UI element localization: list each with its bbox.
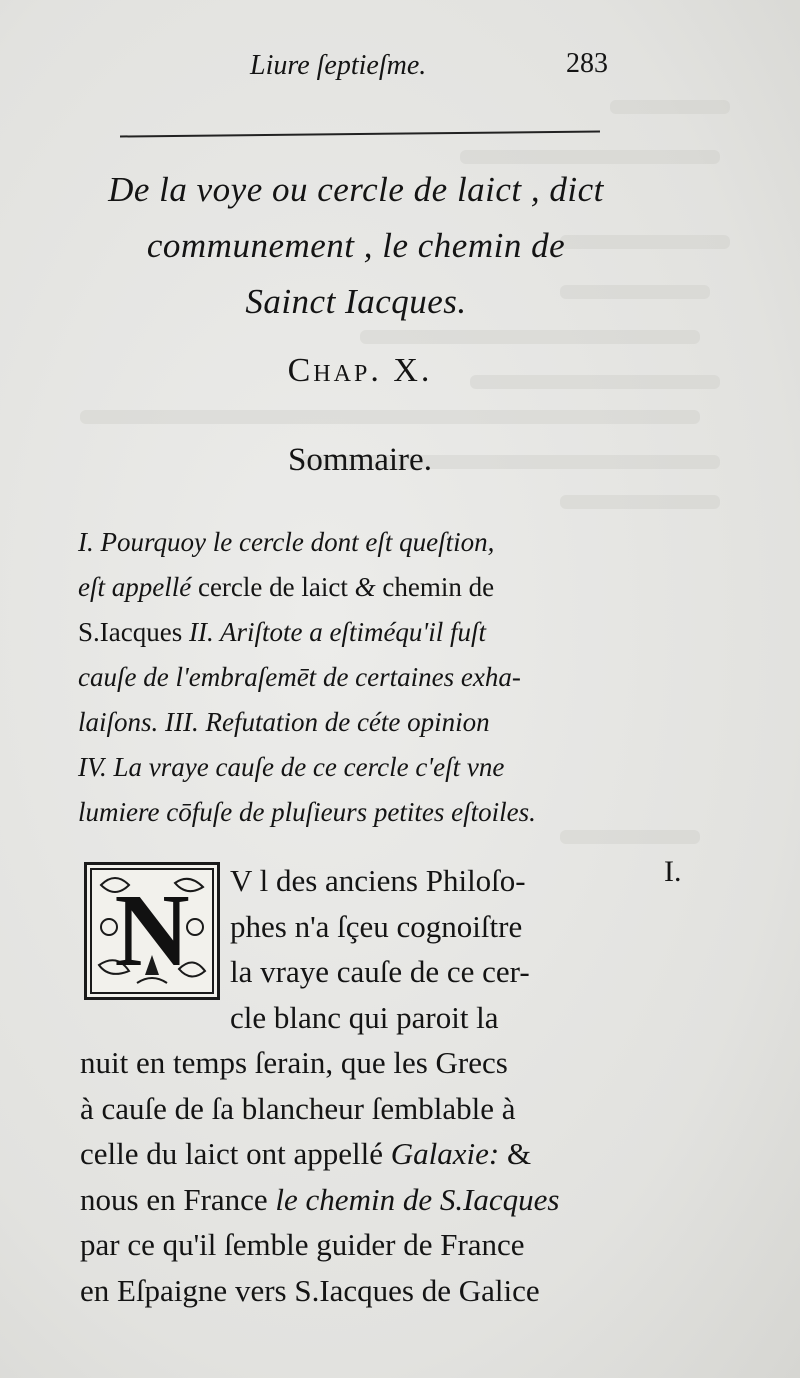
summary-line	[78, 610, 633, 655]
body-line: par ce qu'il ſemble guider de France	[80, 1227, 525, 1262]
body-fragment: nous en France	[80, 1181, 276, 1217]
running-head: Liure ſeptieſme.	[250, 50, 427, 81]
body-line: cle blanc qui paroit la	[230, 999, 499, 1035]
summary-fragment: chemin de	[382, 572, 495, 602]
summary-block	[78, 520, 633, 835]
drop-cap-letter: N	[114, 873, 190, 988]
body-line: en Eſpaigne vers S.Iacques de Galice	[80, 1272, 540, 1308]
body-fragment: &	[499, 1136, 532, 1171]
summary-line	[78, 565, 633, 610]
summary-line: IV. La vraye cauſe de ce cercle c'eſt vne	[78, 752, 505, 782]
body-line: la vraye cauſe de ce cer-	[230, 954, 530, 989]
body-fragment: le chemin de S.Iacques	[275, 1181, 560, 1217]
title-line: communement , le chemin de	[146, 226, 566, 265]
title-line: De la voye ou cercle de laict , dict	[108, 170, 604, 209]
body-line	[80, 1131, 630, 1177]
body-paragraph	[80, 858, 630, 1313]
body-line: phes n'a ſçeu cognoiſtre	[230, 908, 523, 944]
summary-line: I. Pourquoy le cercle dont eſt queſtion,	[78, 527, 495, 557]
summary-fragment: S.Iacques	[78, 617, 189, 647]
page-number: 283	[566, 48, 608, 79]
body-line: nuit en temps ſerain, que les Grecs	[80, 1045, 508, 1080]
summary-line: cauſe de l'embraſemēt de certaines exha-	[78, 662, 521, 692]
summary-fragment: cercle de laict	[191, 572, 348, 602]
body-fragment: celle du laict ont appellé	[80, 1136, 391, 1171]
body-line	[80, 1177, 630, 1223]
summary-fragment: eſt appellé	[78, 572, 192, 602]
chapter-title	[76, 162, 636, 330]
title-line: Sainct Iacques.	[245, 282, 467, 321]
summary-heading: Sommaire.	[288, 442, 432, 478]
summary-fragment: II. Ariſtote a eſtiméqu'il fuſt	[188, 617, 486, 647]
margin-numeral: I.	[664, 855, 682, 888]
header-rule	[120, 130, 600, 137]
summary-line: laiſons. III. Refutation de céte opinion	[78, 707, 490, 737]
body-line: V l des anciens Philoſo-	[230, 863, 526, 898]
body-fragment: Galaxie:	[390, 1136, 500, 1171]
body-line: à cauſe de ſa blancheur ſemblable à	[80, 1090, 516, 1126]
summary-line: lumiere cōfuſe de pluſieurs petites eſtoiles.	[78, 797, 536, 827]
chapter-number: Chap. X.	[287, 352, 433, 389]
summary-fragment: &	[347, 572, 383, 602]
